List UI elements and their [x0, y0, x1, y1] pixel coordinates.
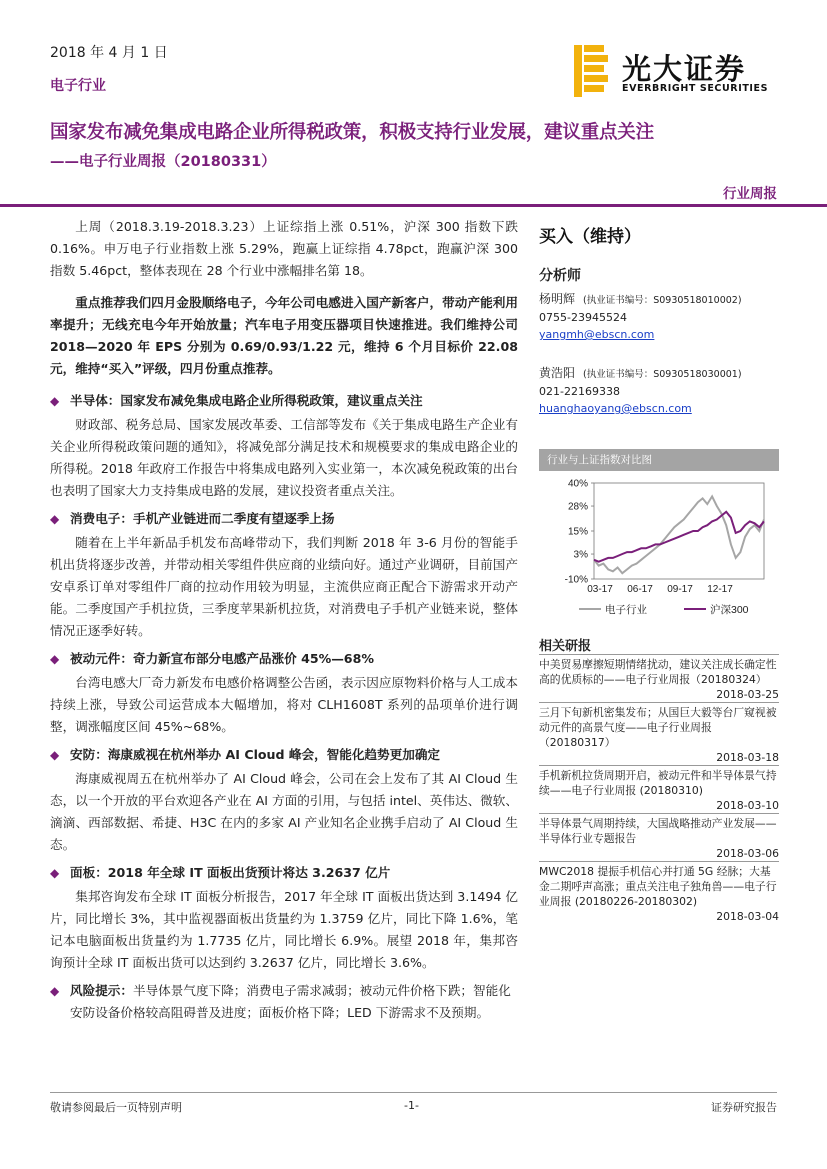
- footer-divider: [50, 1092, 777, 1093]
- report-date: 2018 年 4 月 1 日: [50, 45, 168, 61]
- y-tick-label: 40%: [567, 478, 588, 490]
- section-text: 海康威视周五在杭州举办了 AI Cloud 峰会，公司在会上发布了其 AI Cloud 生态，以一个开放的平台欢迎各产业在 AI 方面的引用，与包括 intel、英伟达、微软、滴滴、西部数据、希捷、H3C 在内的多家 AI 产业知名企业携手启动了 AI Cloud 生态。: [50, 771, 518, 852]
- analyst-heading: 分析师: [539, 268, 581, 284]
- report-title: 国家发布减免集成电路企业所得税政策，积极支持行业发展，建议重点关注: [50, 122, 654, 143]
- page-number: -1-: [404, 1099, 419, 1112]
- section: [50, 862, 518, 974]
- y-tick-label: -10%: [564, 574, 588, 586]
- related-report-item[interactable]: [539, 861, 779, 924]
- footer-label: 证券研究报告: [711, 1101, 777, 1114]
- diamond-bullet-icon: ◆: [50, 748, 60, 762]
- section-heading: ◆ 消费电子：手机产业链进而二季度有望逐季上扬: [50, 508, 518, 530]
- highlight-paragraph: 重点推荐我们四月金股顺络电子，今年公司电感进入国产新客户，带动产能利用率提升；无线充电今年开始放量；汽车电子用变压器项目快速推进。我们维持公司 2018—2020 年 EPS 分别为 0.69/0.93/1.22 元，维持 6 个月目标价 22.08 元，维持“买入”评级，四月份重点推荐。: [50, 295, 518, 376]
- diamond-bullet-icon: ◆: [50, 866, 60, 880]
- related-reports-list: [539, 654, 779, 924]
- industry-label: 电子行业: [50, 78, 106, 94]
- risk-text: 半导体景气度下降；消费电子需求减弱；被动元件价格下跌；智能化安防设备价格较高阻碍普及进度；面板价格下降；LED 下游需求不及预期。: [70, 983, 511, 1020]
- intro-paragraph: 上周（2018.3.19-2018.3.23）上证综指上涨 0.51%，沪深 300 指数下跌 0.16%。申万电子行业指数上涨 5.29%，跑赢上证综指 4.78pct，跑赢沪深 300 指数 5.46pct，整体表现在 28 个行业中涨幅排名第 18。: [50, 219, 518, 278]
- section-text: 财政部、税务总局、国家发展改革委、工信部等发布《关于集成电路生产企业有关企业所得税政策问题的通知》，将减免部分满足技术和规模要求的集成电路企业的所得税。2018 年政府工作报告中将集成电路列入实业第一，本次减免税政策的出台也表明了国家大力支持集成电路的发展，建议投资者重点关注。: [50, 417, 518, 498]
- main-content: [50, 216, 518, 1024]
- diamond-bullet-icon: ◆: [50, 652, 60, 666]
- logo-english-name: EVERBRIGHT SECURITIES: [622, 83, 769, 94]
- diamond-bullet-icon: ◆: [50, 394, 60, 408]
- y-tick-label: 28%: [567, 501, 588, 513]
- diamond-bullet-icon: ◆: [50, 512, 60, 526]
- y-tick-label: 15%: [567, 526, 588, 538]
- risk-label: 风险提示：: [70, 983, 133, 998]
- legend-label: 电子行业: [605, 604, 647, 616]
- related-report-item[interactable]: [539, 702, 779, 765]
- footer-disclaimer: 敬请参阅最后一页特别声明: [50, 1101, 182, 1114]
- section: [50, 744, 518, 856]
- section-heading: ◆ 面板：2018 年全球 IT 面板出货预计将达 3.2637 亿片: [50, 862, 518, 884]
- analyst-card: [539, 291, 779, 343]
- related-report-date: 2018-03-10: [716, 799, 779, 812]
- related-report-date: 2018-03-18: [716, 751, 779, 764]
- related-report-title: MWC2018 提振手机信心并打通 5G 经脉；大基金二期呼声高涨；重点关注电子独角兽——电子行业周报 (20180226-20180302): [539, 865, 777, 908]
- section-text: 集邦咨询发布全球 IT 面板分析报告，2017 年全球 IT 面板出货达到 3.1494 亿片，同比增长 3%，其中监视器面板出货量约为 1.3759 亿片，同比下降 1.6%，笔记本电脑面板出货量约为 1.7735 亿片，同比增长 6.9%。展望 2018 年，集邦咨询预计全球 IT 面板出货可以达到约 3.2637 亿片，同比增长 3.6%。: [50, 889, 518, 970]
- report-type: 行业周报: [723, 186, 777, 202]
- related-report-title: 手机新机拉货周期开启，被动元件和半导体景气持续——电子行业周报 (20180310): [539, 769, 777, 797]
- section-heading: ◆ 被动元件：奇力新宣布部分电感产品涨价 45%—68%: [50, 648, 518, 670]
- related-report-item[interactable]: [539, 765, 779, 813]
- chart-title: 行业与上证指数对比图: [539, 449, 779, 471]
- analyst-phone: 0755-23945524: [539, 311, 627, 324]
- related-report-item[interactable]: [539, 654, 779, 702]
- x-tick-label: 06-17: [627, 584, 653, 595]
- company-logo: [574, 45, 779, 97]
- section: [50, 508, 518, 642]
- logo-chinese-name: 光大证券: [622, 52, 747, 86]
- related-report-title: 三月下旬新机密集发布；从国巨大毅等台厂窥视被动元件的高景气度——电子行业周报（20180317）: [539, 706, 777, 749]
- analyst-cert: (执业证书编号：S0930518010002): [583, 295, 742, 306]
- section: [50, 648, 518, 738]
- section-heading: ◆ 半导体：国家发布减免集成电路企业所得税政策，建议重点关注: [50, 390, 518, 412]
- report-subtitle: ——电子行业周报（20180331）: [50, 154, 276, 170]
- legend-label: 沪深300: [710, 604, 749, 616]
- index-comparison-chart: [539, 471, 779, 631]
- diamond-bullet-icon: ◆: [50, 984, 60, 998]
- analyst-card: [539, 365, 779, 417]
- analyst-name: 杨明辉: [539, 292, 576, 306]
- x-tick-label: 12-17: [707, 584, 733, 595]
- series-line-electronics: [594, 496, 764, 573]
- section-text: 台湾电感大厂奇力新发布电感价格调整公告函，表示因应原物料价格与人工成本持续上涨，导致公司运营成本大幅增加，将对 CLH1608T 系列的品项单价进行调整，调涨幅度区间 45%~68%。: [50, 675, 518, 734]
- related-report-item[interactable]: [539, 813, 779, 861]
- analyst-email-link[interactable]: huanghaoyang@ebscn.com: [539, 402, 692, 415]
- analyst-cert: (执业证书编号：S0930518030001): [583, 369, 742, 380]
- section-heading: ◆ 安防：海康威视在杭州举办 AI Cloud 峰会，智能化趋势更加确定: [50, 744, 518, 766]
- analyst-phone: 021-22169338: [539, 385, 620, 398]
- related-report-title: 中美贸易摩擦短期情绪扰动，建议关注成长确定性高的优质标的——电子行业周报（20180324）: [539, 658, 777, 686]
- related-reports-heading: 相关研报: [539, 639, 592, 654]
- related-report-date: 2018-03-25: [716, 688, 779, 701]
- sidebar: [539, 216, 779, 924]
- x-tick-label: 03-17: [587, 584, 613, 595]
- everbright-logo-icon: [574, 45, 608, 97]
- related-report-title: 半导体景气周期持续，大国战略推动产业发展——半导体行业专题报告: [539, 817, 777, 845]
- related-report-date: 2018-03-04: [716, 910, 779, 923]
- y-tick-label: 3%: [573, 549, 588, 561]
- header-divider: [0, 204, 827, 207]
- related-report-date: 2018-03-06: [716, 847, 779, 860]
- section-text: 随着在上半年新品手机发布高峰带动下，我们判断 2018 年 3-6 月份的智能手机出货将逐步改善，并带动相关零组件供应商的业绩向好。通过产业调研，目前国产安卓系订单对零组件厂商的拉动作用较为明显，主流供应商正配合下游需求开动产能。二季度国产手机拉货，三季度苹果新机拉货，对消费电子手机产业链来说，整体情况正逐季好转。: [50, 535, 518, 638]
- x-tick-label: 09-17: [667, 584, 693, 595]
- analyst-name: 黄浩阳: [539, 366, 576, 380]
- risk-warning: [50, 980, 518, 1024]
- rating: 买入（维持）: [539, 227, 641, 247]
- analyst-email-link[interactable]: yangmh@ebscn.com: [539, 328, 655, 341]
- section: [50, 390, 518, 502]
